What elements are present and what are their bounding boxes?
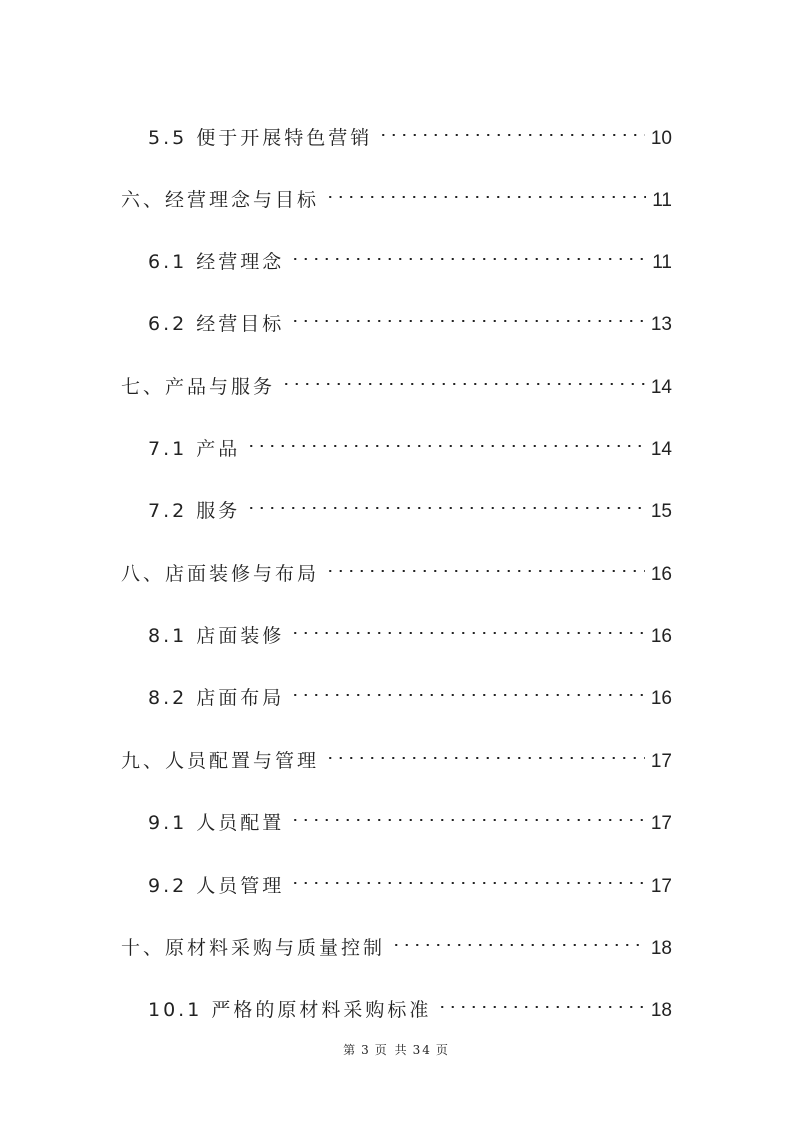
toc-entry[interactable] — [121, 924, 672, 959]
toc-entry[interactable] — [148, 674, 672, 709]
toc-entry-page: 18 — [650, 938, 672, 959]
toc-dot-leader — [323, 737, 645, 767]
toc-entry-page: 11 — [652, 190, 672, 211]
toc-entry-title: 6.1 经营理念 — [148, 251, 285, 273]
footer-total-pages: 34 — [412, 1043, 432, 1057]
toc-entry[interactable] — [121, 176, 672, 211]
footer-prefix: 第 — [343, 1043, 358, 1057]
toc-entry[interactable] — [121, 550, 672, 585]
toc-entry-title: 9.2 人员管理 — [148, 875, 285, 897]
toc-entry-page: 16 — [650, 564, 672, 585]
toc-dot-leader — [376, 114, 645, 144]
toc-entry-title: 9.1 人员配置 — [148, 812, 285, 834]
toc-entry-page: 15 — [650, 501, 672, 522]
toc-dot-leader — [288, 862, 645, 892]
toc-entry-page: 17 — [650, 876, 672, 897]
footer-current-page: 3 — [361, 1043, 371, 1057]
toc-entry-title: 5.5 便于开展特色营销 — [148, 127, 373, 149]
toc-entry-title: 九、人员配置与管理 — [121, 750, 320, 772]
toc-entry-page: 17 — [650, 751, 672, 772]
toc-dot-leader — [435, 986, 645, 1016]
toc-entry-title: 6.2 经营目标 — [148, 313, 285, 335]
toc-entry-page: 17 — [650, 813, 672, 834]
toc-entry-title: 8.1 店面装修 — [148, 625, 285, 647]
toc-entry[interactable] — [148, 238, 672, 273]
toc-entry[interactable] — [121, 737, 672, 772]
footer-middle: 页 共 — [374, 1043, 409, 1057]
toc-entry[interactable] — [148, 612, 672, 647]
toc-entry-title: 八、店面装修与布局 — [121, 563, 320, 585]
toc-entry-title: 7.1 产品 — [148, 438, 241, 460]
toc-entry-page: 14 — [650, 377, 672, 398]
toc-dot-leader — [323, 550, 645, 580]
toc-entry[interactable] — [148, 487, 672, 522]
toc-entry-title: 7.2 服务 — [148, 500, 241, 522]
toc-entry-page: 16 — [650, 626, 672, 647]
toc-entry[interactable] — [121, 363, 672, 398]
toc-entry[interactable] — [148, 799, 672, 834]
toc-entry-title: 8.2 店面布局 — [148, 687, 285, 709]
toc-entry[interactable] — [148, 114, 672, 149]
toc-dot-leader — [389, 924, 645, 954]
toc-dot-leader — [279, 363, 645, 393]
toc-entry-page: 11 — [652, 252, 672, 273]
toc-entry[interactable] — [148, 986, 672, 1021]
toc-dot-leader — [244, 487, 645, 517]
toc-dot-leader — [244, 425, 645, 455]
toc-dot-leader — [288, 238, 646, 268]
toc-entry[interactable] — [148, 425, 672, 460]
toc-entry-page: 10 — [650, 128, 672, 149]
toc-entry-title: 10.1 严格的原材料采购标准 — [148, 999, 432, 1021]
toc-entry-title: 六、经营理念与目标 — [121, 189, 320, 211]
toc-dot-leader — [288, 799, 645, 829]
footer-suffix: 页 — [435, 1043, 450, 1057]
toc-entry-page: 14 — [650, 439, 672, 460]
toc-dot-leader — [288, 612, 645, 642]
toc-entry-title: 七、产品与服务 — [121, 376, 276, 398]
page-footer — [0, 1041, 793, 1058]
toc-entry-page: 18 — [650, 1000, 672, 1021]
toc-entry-page: 13 — [650, 314, 672, 335]
toc-dot-leader — [323, 176, 646, 206]
toc-dot-leader — [288, 300, 645, 330]
toc-entry[interactable] — [148, 300, 672, 335]
toc-entry[interactable] — [148, 862, 672, 897]
toc-dot-leader — [288, 674, 645, 704]
toc-entry-page: 16 — [650, 688, 672, 709]
toc-entry-title: 十、原材料采购与质量控制 — [121, 937, 386, 959]
